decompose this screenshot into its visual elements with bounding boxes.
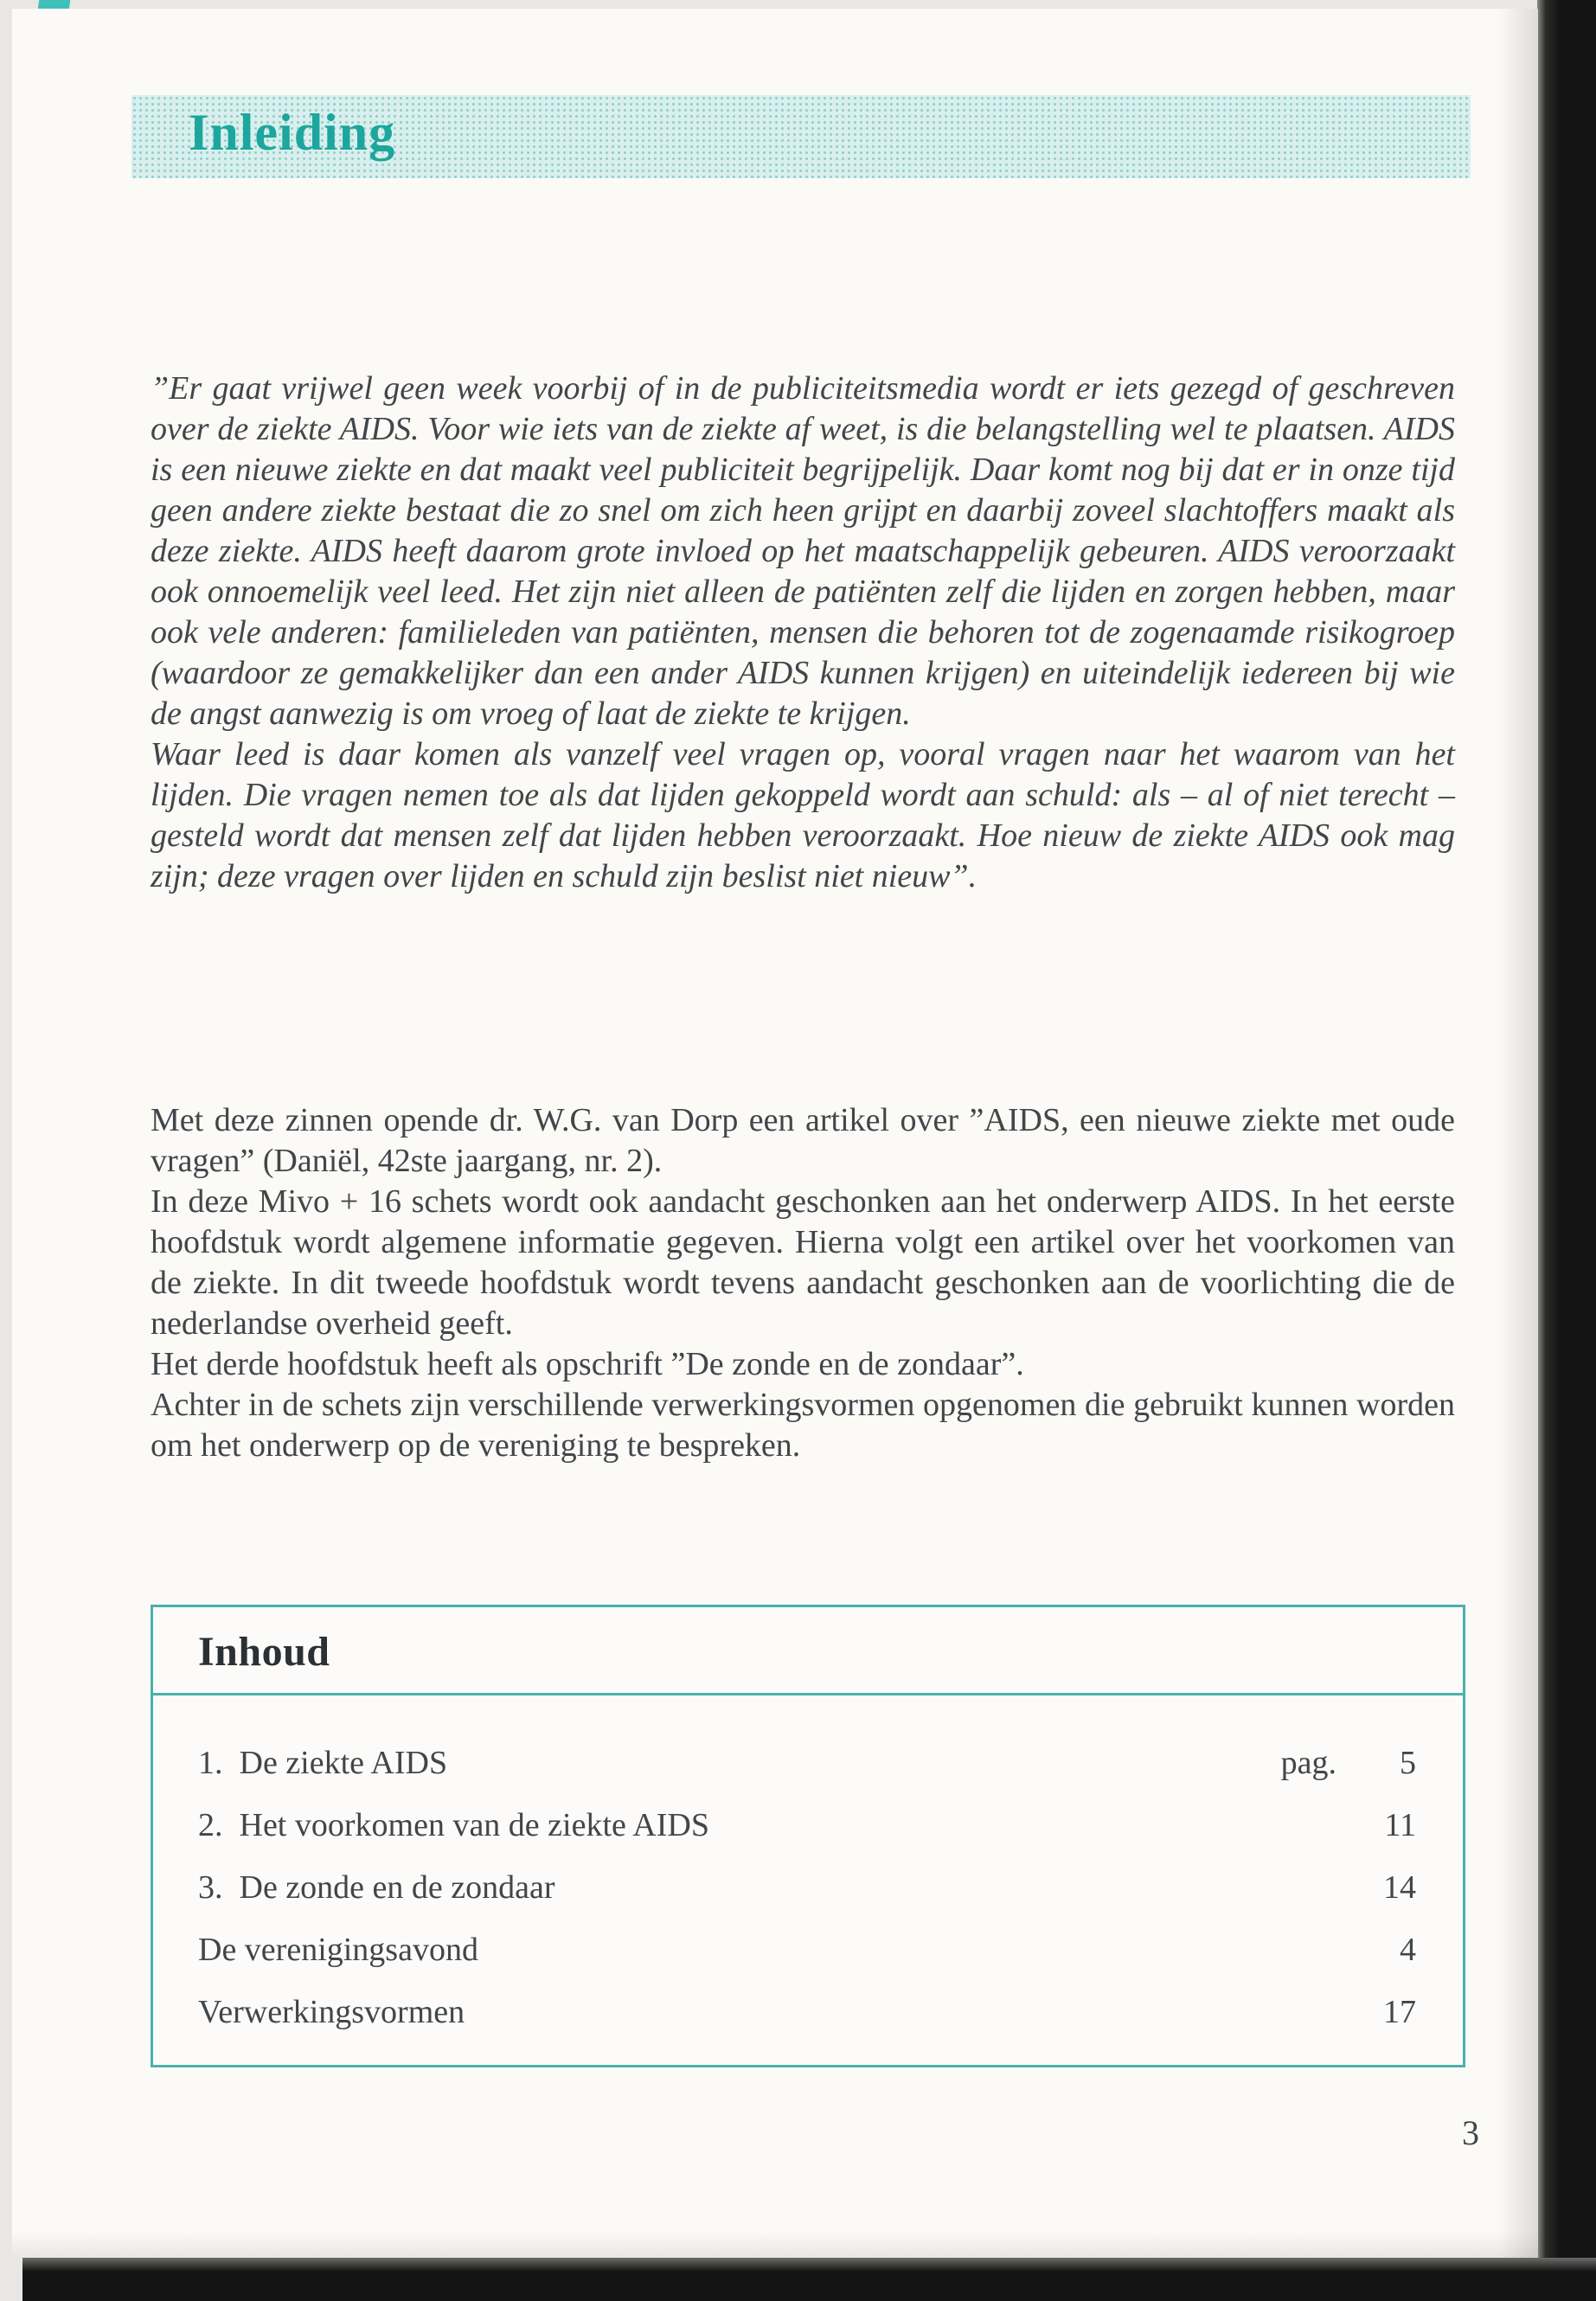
body-paragraph: Het derde hoofdstuk heeft als opschrift ”De zonde en de zondaar”.: [151, 1346, 1024, 1382]
contents-item-page: 11: [1384, 1807, 1416, 1843]
quote-paragraph: Waar leed is daar komen als vanzelf veel vragen op, vooral vragen naar het waarom van het lijden. Die vragen nemen toe als dat lijden gekoppeld wordt aan schuld: als – al of niet terecht – gesteld wordt dat mensen zelf dat lijden hebben veroorzaakt. Hoe nieuw de ziekte AIDS ook mag zijn; deze vragen over lijden en schuld zijn beslist niet nieuw”.: [151, 736, 1455, 894]
book-edge-bottom: [22, 2258, 1596, 2301]
contents-item: [198, 1856, 1416, 1919]
contents-item-page-prefix: pag.: [1280, 1745, 1336, 1781]
contents-item-label: 1. De ziekte AIDS: [198, 1745, 448, 1781]
contents-list: [153, 1695, 1463, 2043]
contents-item-page: 4: [1400, 1932, 1416, 1968]
page: [12, 9, 1538, 2258]
contents-item: [198, 1732, 1416, 1794]
page-title: Inleiding: [189, 104, 396, 161]
contents-title: Inhoud: [198, 1629, 330, 1675]
contents-item-label: 2. Het voorkomen van de ziekte AIDS: [198, 1807, 709, 1843]
contents-item-page: 17: [1383, 1994, 1416, 2030]
body-paragraph: Met deze zinnen opende dr. W.G. van Dorp een artikel over ”AIDS, een nieuwe ziekte met oude vragen” (Daniël, 42ste jaargang, nr. 2).: [151, 1102, 1455, 1179]
quote-paragraph: ”Er gaat vrijwel geen week voorbij of in de publiciteitsmedia wordt er iets gezegd of geschreven over de ziekte AIDS. Voor wie iets van de ziekte af weet, is die belangstelling wel te plaatsen. AIDS is een nieuwe ziekte en dat maakt veel publiciteit begrijpelijk. Daar komt nog bij dat er in onze tijd geen andere ziekte bestaat die zo snel om zich heen grijpt en daarbij zoveel slachtoffers maakt als deze ziekte. AIDS heeft daarom grote invloed op het maatschappelijk gebeuren. AIDS veroorzaakt ook onnoemelijk veel leed. Het zijn niet alleen de patiënten zelf die lijden en zorgen hebben, maar ook vele anderen: familieleden van patiënten, mensen die behoren tot de zogenaamde risikogroep (waardoor ze gemakkelijker dan een ander AIDS kunnen krijgen) en uiteindelijk iedereen bij wie de angst aanwezig is om vroeg of laat de ziekte te krijgen.: [151, 370, 1455, 732]
contents-item: [198, 1981, 1416, 2043]
contents-item-page: 5: [1400, 1745, 1416, 1781]
contents-item-label: 3. De zonde en de zondaar: [198, 1869, 555, 1906]
quote-block: [151, 369, 1455, 897]
contents-item: [198, 1919, 1416, 1981]
contents-item-label: De verenigingsavond: [198, 1932, 478, 1968]
contents-item-page: 14: [1383, 1869, 1416, 1906]
book-edge-right: [1537, 0, 1596, 2301]
page-number: 3: [1462, 2113, 1479, 2152]
body-paragraph: Achter in de schets zijn verschillende verwerkingsvormen opgenomen die gebruikt kunnen worden om het onderwerp op de vereniging te bespreken.: [151, 1387, 1455, 1464]
contents-box: [151, 1605, 1465, 2067]
contents-header: [153, 1607, 1463, 1695]
contents-item-label: Verwerkingsvormen: [198, 1994, 465, 2030]
contents-item: [198, 1794, 1416, 1856]
title-banner: [131, 95, 1471, 178]
body-block: [151, 1100, 1455, 1466]
body-paragraph: In deze Mivo + 16 schets wordt ook aandacht geschonken aan het onderwerp AIDS. In het eerste hoofdstuk wordt algemene informatie gegeven. Hierna volgt een artikel over het voorkomen van de ziekte. In dit tweede hoofdstuk wordt tevens aandacht geschonken aan de voorlichting die de nederlandse overheid geeft.: [151, 1183, 1455, 1342]
